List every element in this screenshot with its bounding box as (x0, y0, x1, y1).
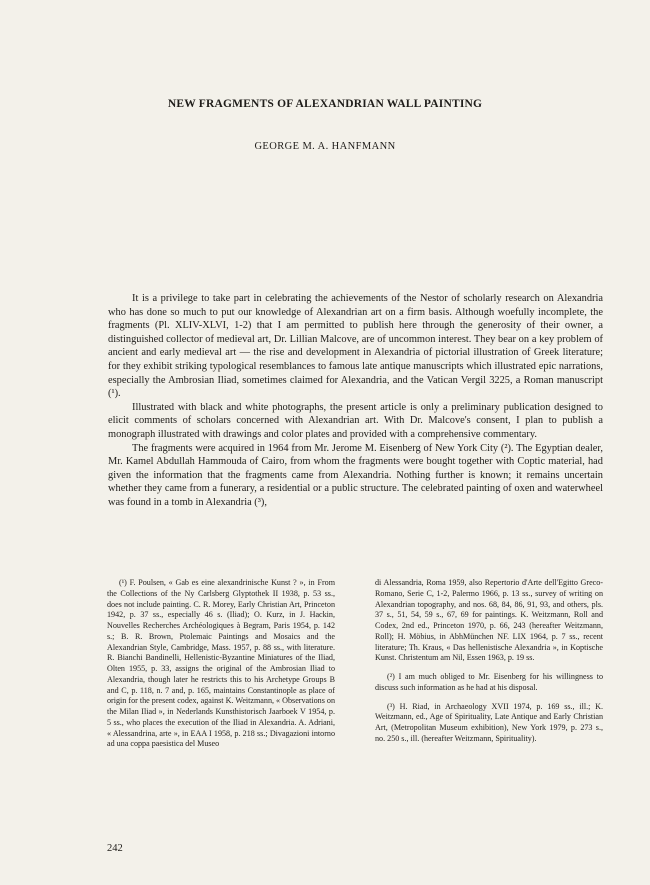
footnote-3: (³) H. Riad, in Archaeology XVII 1974, p. 169 ss., ill.; K. Weitzmann, ed., Age of Spirituality, Late Antique and Early Christian Art, (Metropolitan Museum exhibition), New York 1979, p. 273 s., no. 250 s., ill. (hereafter Weitzmann, Spirituality). (375, 701, 603, 743)
body-paragraph-2: Illustrated with black and white photographs, the present article is only a preliminary publication designed to elicit comments of scholars concerned with Alexandrian art. With Dr. Malcove's consent, I plan to publish a monograph illustrated with drawings and color plates and provided with a comprehensive commentary. (108, 401, 603, 440)
body-paragraph-3: The fragments were acquired in 1964 from Mr. Jerome M. Eisenberg of New York City (²). The Egyptian dealer, Mr. Kamel Abdullah Hammouda of Cairo, from whom the fragments were bought together with Coptic material, had given the information that the fragments came from Alexandria. Nothing further is known; it remains uncertain whether they came from a funerary, a residential or a public structure. The celebrated painting of oxen and waterwheel was found in a tomb in Alexandria (³), (108, 442, 603, 508)
footnote-2: (²) I am much obliged to Mr. Eisenberg for his willingness to discuss such information as he had at his disposal. (375, 672, 603, 692)
page-number: 242 (107, 843, 123, 854)
article-author: GEORGE M. A. HANFMANN (254, 141, 396, 152)
footnote-1: (¹) F. Poulsen, « Gab es eine alexandrinische Kunst ? », in From the Collections of the Ny Carlsberg Glyptothek II 1938, p. 53 ss., does not include painting. C. R. Morey, Early Christian Art, Princeton 1942, p. 37 ss., especially 46 s. (Iliad); O. Kurz, in J. Hackin, Nouvelles Recherches Archéologiques à Begram, Paris 1954, p. 142 s.; B. R. Brown, Ptolemaic Paintings and Mosaics and the Alexandrian Style, Cambridge, Mass. 1957, p. 88 ss., with literature. R. Bianchi Bandinelli, Hellenistic-Byzantine Miniatures of the Iliad, Olten 1955, p. 33, assigns the original of the Ambrosian Iliad to Alexandria, though later he restricts this to his Archetype Groups B and C, p. 118, n. 7 and, p. 165, maintains Constantinople as place of origin for the present codex, against K. Weitzmann, « Observations on the Milan Iliad », in Nederlands Kunsthistorisch Jaarboek V 1954, p. 5 ss., who places the execution of the Iliad in Alexandria. A. Adriani, « Alessandrina, arte », in EAA I 1958, p. 218 ss.; Divagazioni intorno ad una coppa paesistica del Museo (107, 578, 335, 749)
article-body (108, 292, 603, 510)
body-paragraph-1: It is a privilege to take part in celebrating the achievements of the Nestor of scholarly research on Alexandria who has done so much to put our knowledge of Alexandrian art on a firm basis. Although woefully incomplete, the fragments (Pl. XLIV-XLVI, 1-2) that I am permitted to publish here through the generosity of their owner, a distinguished collector of medieval art, Dr. Lillian Malcove, are of uncommon interest. They bear on a key problem of ancient and early medieval art — the rise and development in Alexandria of pictorial illustration of Greek literature; for they exhibit striking typological resemblances to famous late antique manuscripts which illustrated epic narrations, especially the Ambrosian Iliad, sometimes claimed for Alexandria, and the Vatican Vergil 3225, a Roman manuscript (¹). (108, 293, 603, 400)
footnote-1-continued: di Alessandria, Roma 1959, also Repertorio d'Arte dell'Egitto Greco-Romano, Serie C, 1-2, Palermo 1966, p. 13 ss., survey of writing on Alexandrian topography, and nos. 68, 84, 86, 91, 93, and others, pls. 37 s., 51, 54, 59 s., 67, 69 for paintings. K. Weitzmann, Roll and Codex, 2nd ed., Princeton 1970, p. 66, 243 (hereafter Weitzmann, Roll); H. Möbius, in AbhMünchen NF. LIX 1964, p. 7 ss., recent literature; Th. Kraus, « Das hellenistische Alexandria », in Koptische Kunst. Christentum am Nil, Essen 1963, p. 19 ss. (375, 578, 603, 663)
footnotes-right-column (375, 578, 603, 753)
footnotes-left-column (107, 578, 335, 750)
article-title: NEW FRAGMENTS OF ALEXANDRIAN WALL PAINTING (167, 98, 483, 110)
